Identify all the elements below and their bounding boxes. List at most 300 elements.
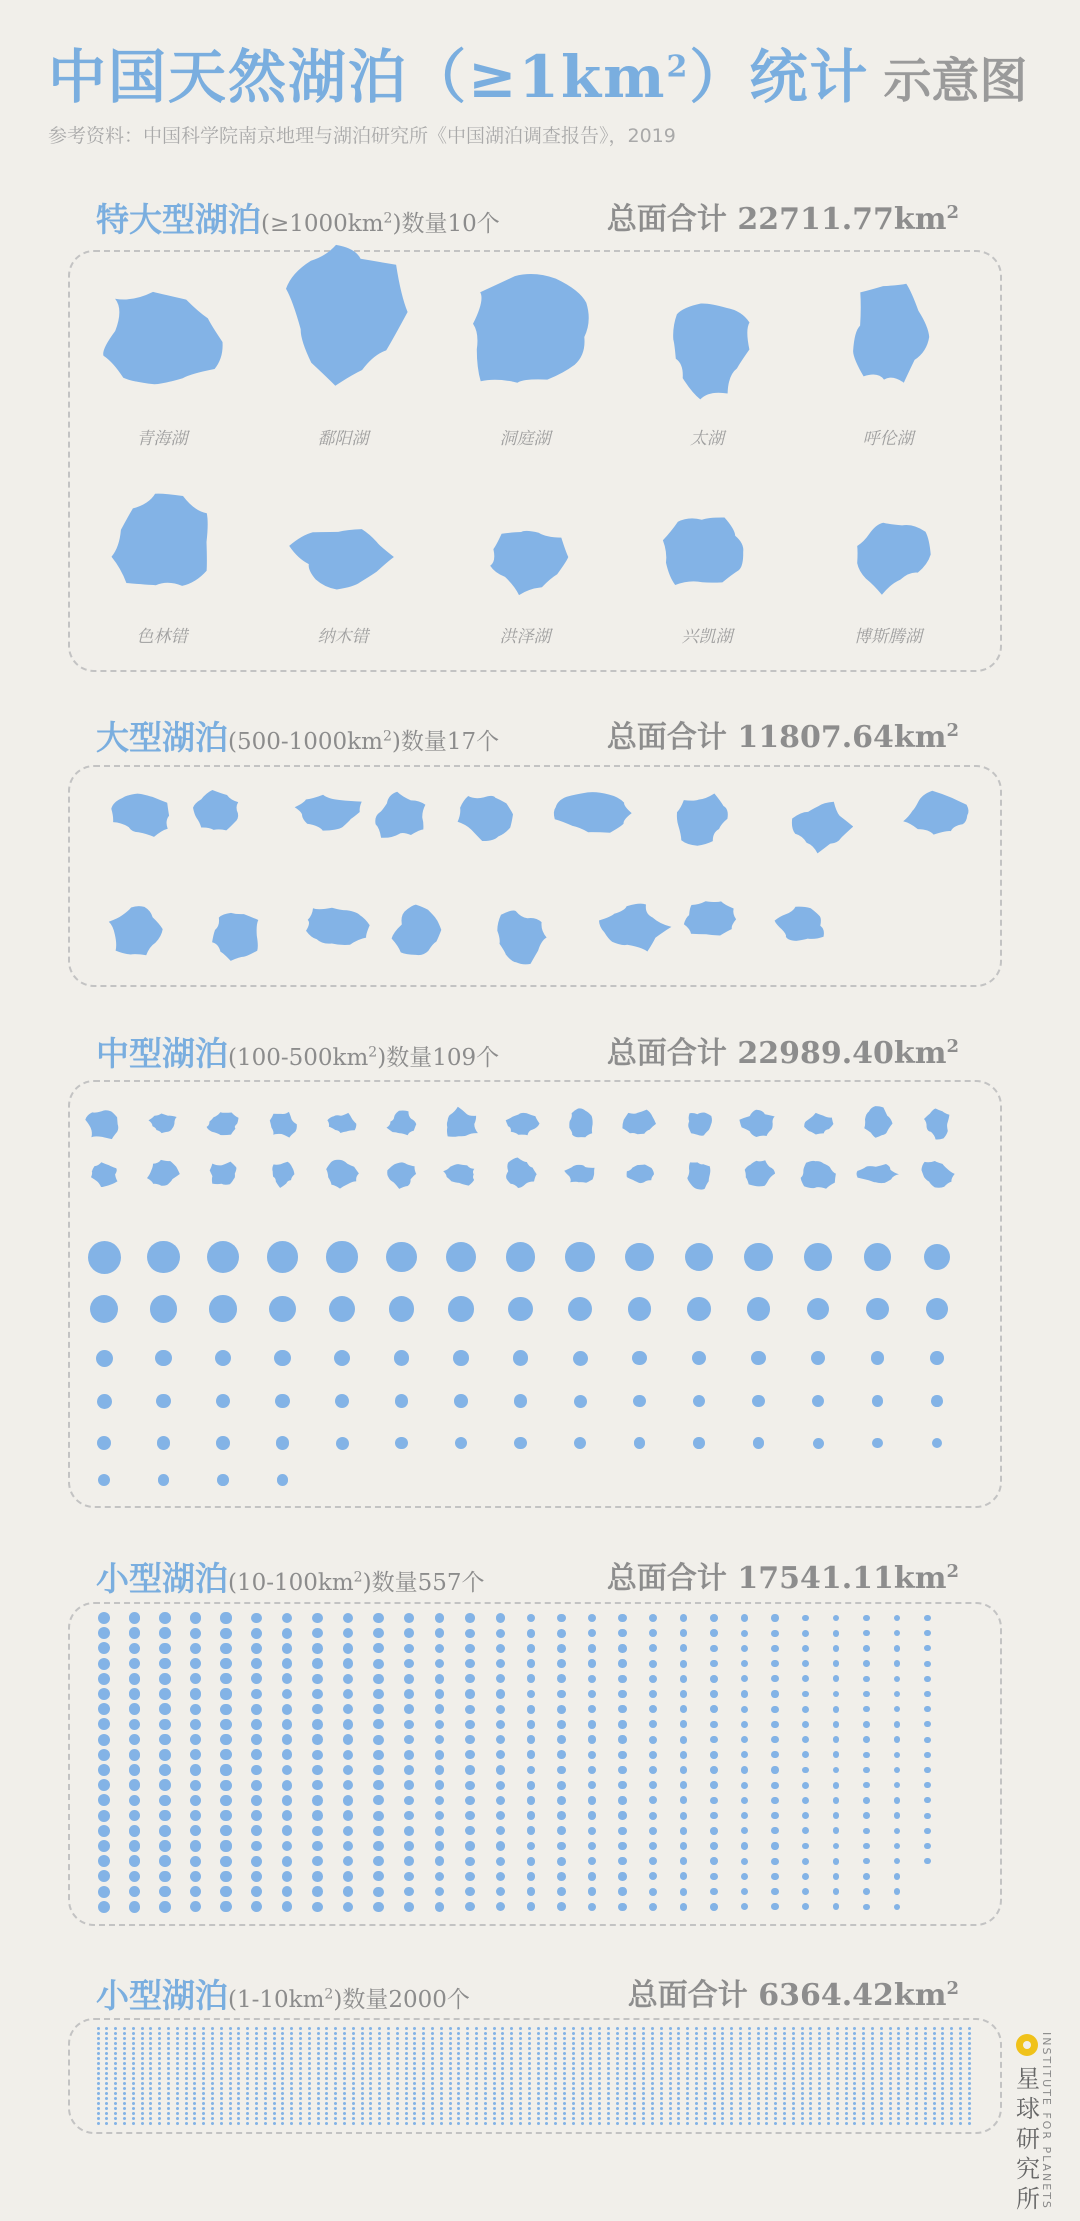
tiny-lake-260 bbox=[616, 2037, 619, 2040]
small-lake-236 bbox=[435, 1841, 445, 1851]
tiny-lake-856 bbox=[581, 2067, 584, 2070]
medium-lake-107 bbox=[158, 1474, 170, 1486]
tiny-lake-527 bbox=[325, 2052, 328, 2055]
tiny-lake-922 bbox=[281, 2072, 284, 2075]
tiny-lake-785 bbox=[836, 2062, 839, 2065]
small-lake-265 bbox=[496, 1674, 505, 1683]
tiny-lake-1364 bbox=[651, 2092, 654, 2095]
small-lake-82 bbox=[220, 1628, 231, 1639]
tiny-lake-1995 bbox=[924, 2122, 927, 2125]
small-lake-306 bbox=[557, 1690, 566, 1699]
medium-lake-99 bbox=[574, 1437, 586, 1449]
tiny-lake-1542 bbox=[457, 2102, 460, 2105]
tiny-lake-843 bbox=[466, 2067, 469, 2070]
small-lake-219 bbox=[404, 1887, 414, 1897]
tiny-lake-318 bbox=[246, 2042, 249, 2045]
tiny-lake-235 bbox=[396, 2037, 399, 2040]
tiny-lake-802 bbox=[105, 2067, 108, 2070]
tiny-lake-707 bbox=[149, 2062, 152, 2065]
tiny-lake-722 bbox=[281, 2062, 284, 2065]
tiny-lake-651 bbox=[537, 2057, 540, 2060]
small-lake-305 bbox=[557, 1674, 566, 1683]
tiny-lake-427 bbox=[325, 2047, 328, 2050]
medium-lake-12 bbox=[737, 1108, 781, 1140]
tiny-lake-1685 bbox=[836, 2107, 839, 2110]
tiny-lake-405 bbox=[132, 2047, 135, 2050]
medium-lake-20 bbox=[325, 1158, 360, 1189]
tiny-lake-1482 bbox=[809, 2097, 812, 2100]
tiny-lake-307 bbox=[149, 2042, 152, 2045]
small-lake-300 bbox=[527, 1902, 536, 1911]
tiny-lake-568 bbox=[686, 2052, 689, 2055]
tiny-lake-1169 bbox=[695, 2082, 698, 2085]
tiny-lake-1765 bbox=[660, 2112, 663, 2115]
tiny-lake-136 bbox=[405, 2032, 408, 2035]
tiny-lake-1975 bbox=[748, 2122, 751, 2125]
tiny-lake-91 bbox=[889, 2027, 892, 2030]
tiny-lake-183 bbox=[818, 2032, 821, 2035]
small-lake-13 bbox=[98, 1794, 110, 1806]
tiny-lake-417 bbox=[237, 2047, 240, 2050]
small-lake-21 bbox=[129, 1612, 141, 1624]
tiny-lake-1036 bbox=[405, 2077, 408, 2080]
tiny-lake-576 bbox=[757, 2052, 760, 2055]
tiny-lake-1260 bbox=[616, 2087, 619, 2090]
tiny-lake-713 bbox=[202, 2062, 205, 2065]
tiny-lake-1806 bbox=[141, 2117, 144, 2120]
tiny-lake-1668 bbox=[686, 2107, 689, 2110]
tiny-lake-1325 bbox=[308, 2092, 311, 2095]
tiny-lake-1098 bbox=[950, 2077, 953, 2080]
tiny-lake-1302 bbox=[105, 2092, 108, 2095]
tiny-lake-1134 bbox=[387, 2082, 390, 2085]
tiny-lake-1605 bbox=[132, 2107, 135, 2110]
small-lake-478 bbox=[802, 1873, 809, 1880]
tiny-lake-1030 bbox=[352, 2077, 355, 2080]
tiny-lake-1031 bbox=[361, 2077, 364, 2080]
small-lake-70 bbox=[190, 1749, 201, 1760]
tiny-lake-1783 bbox=[818, 2112, 821, 2115]
large-lake-4-shape bbox=[375, 792, 425, 838]
tiny-lake-653 bbox=[554, 2057, 557, 2060]
tiny-lake-1080 bbox=[792, 2077, 795, 2080]
tiny-lake-1941 bbox=[449, 2122, 452, 2125]
small-lake-252 bbox=[465, 1781, 474, 1790]
medium-lake-98 bbox=[514, 1437, 526, 1449]
tiny-lake-1856 bbox=[581, 2117, 584, 2120]
tiny-lake-295 bbox=[924, 2037, 927, 2040]
small-lake-11 bbox=[98, 1764, 110, 1776]
tiny-lake-186 bbox=[845, 2032, 848, 2035]
tiny-lake-1311 bbox=[185, 2092, 188, 2095]
tiny-lake-1735 bbox=[396, 2112, 399, 2115]
tiny-lake-902 bbox=[105, 2072, 108, 2075]
tiny-lake-1924 bbox=[299, 2122, 302, 2125]
tiny-lake-1887 bbox=[853, 2117, 856, 2120]
small-lake-317 bbox=[557, 1857, 566, 1866]
small-lake-527 bbox=[894, 1706, 900, 1712]
tiny-lake-403 bbox=[114, 2047, 117, 2050]
tiny-lake-766 bbox=[669, 2062, 672, 2065]
tiny-lake-345 bbox=[484, 2042, 487, 2045]
tiny-lake-840 bbox=[440, 2067, 443, 2070]
tiny-lake-1200 bbox=[968, 2082, 971, 2085]
tiny-lake-1935 bbox=[396, 2122, 399, 2125]
small-lake-49 bbox=[159, 1734, 171, 1746]
small-lake-496 bbox=[833, 1843, 840, 1850]
medium-lake-57 bbox=[747, 1297, 770, 1320]
small-lake-477 bbox=[802, 1858, 809, 1865]
tiny-lake-630 bbox=[352, 2057, 355, 2060]
small-lake-238 bbox=[435, 1872, 445, 1882]
large-lake-7 bbox=[670, 790, 733, 848]
tiny-lake-1749 bbox=[519, 2112, 522, 2115]
tiny-lake-860 bbox=[616, 2067, 619, 2070]
tiny-lake-1363 bbox=[642, 2092, 645, 2095]
tiny-lake-313 bbox=[202, 2042, 205, 2045]
small-lake-114 bbox=[251, 1810, 262, 1821]
tiny-lake-734 bbox=[387, 2062, 390, 2065]
medium-lake-5 bbox=[326, 1111, 358, 1137]
tiny-lake-11 bbox=[185, 2027, 188, 2030]
tiny-lake-663 bbox=[642, 2057, 645, 2060]
tiny-lake-1411 bbox=[185, 2097, 188, 2100]
tiny-lake-481 bbox=[801, 2047, 804, 2050]
small-lake-246 bbox=[465, 1689, 474, 1698]
tiny-lake-174 bbox=[739, 2032, 742, 2035]
small-lake-268 bbox=[496, 1720, 505, 1729]
small-lake-424 bbox=[741, 1660, 748, 1667]
tiny-lake-1263 bbox=[642, 2087, 645, 2090]
tiny-lake-618 bbox=[246, 2057, 249, 2060]
small-lake-237 bbox=[435, 1856, 445, 1866]
small-lake-346 bbox=[618, 1690, 626, 1698]
tiny-lake-16 bbox=[229, 2027, 232, 2030]
small-lake-506 bbox=[863, 1691, 870, 1698]
tiny-lake-423 bbox=[290, 2047, 293, 2050]
small-lake-65 bbox=[190, 1673, 201, 1684]
tiny-lake-946 bbox=[493, 2072, 496, 2075]
tiny-lake-154 bbox=[563, 2032, 566, 2035]
medium-lake-3 bbox=[202, 1111, 244, 1137]
small-lake-212 bbox=[404, 1780, 414, 1790]
small-lake-41 bbox=[159, 1612, 171, 1624]
tiny-lake-799 bbox=[959, 2062, 962, 2065]
tiny-lake-1698 bbox=[950, 2107, 953, 2110]
tiny-lake-985 bbox=[836, 2072, 839, 2075]
tiny-lake-1220 bbox=[264, 2087, 267, 2090]
tiny-lake-544 bbox=[475, 2052, 478, 2055]
small-lake-446 bbox=[771, 1690, 778, 1697]
small-lake-169 bbox=[343, 1734, 353, 1744]
small-lake-257 bbox=[465, 1857, 474, 1866]
tiny-lake-522 bbox=[281, 2052, 284, 2055]
tiny-lake-1414 bbox=[211, 2097, 214, 2100]
tiny-lake-1893 bbox=[906, 2117, 909, 2120]
small-lake-354 bbox=[618, 1811, 626, 1819]
tiny-lake-311 bbox=[185, 2042, 188, 2045]
small-lake-52 bbox=[159, 1779, 171, 1791]
tiny-lake-913 bbox=[202, 2072, 205, 2075]
section-total-1 bbox=[607, 194, 959, 238]
small-lake-153 bbox=[312, 1795, 322, 1805]
small-lake-86 bbox=[220, 1688, 231, 1699]
tiny-lake-346 bbox=[493, 2042, 496, 2045]
tiny-lake-1881 bbox=[801, 2117, 804, 2120]
tiny-lake-1875 bbox=[748, 2117, 751, 2120]
tiny-lake-635 bbox=[396, 2057, 399, 2060]
tiny-lake-1412 bbox=[193, 2097, 196, 2100]
tiny-lake-892 bbox=[897, 2067, 900, 2070]
small-lake-190 bbox=[373, 1750, 383, 1760]
tiny-lake-1175 bbox=[748, 2082, 751, 2085]
tiny-lake-1962 bbox=[633, 2122, 636, 2125]
tiny-lake-1474 bbox=[739, 2097, 742, 2100]
tiny-lake-1439 bbox=[431, 2097, 434, 2100]
tiny-lake-1143 bbox=[466, 2082, 469, 2085]
tiny-lake-41 bbox=[449, 2027, 452, 2030]
small-lake-322 bbox=[588, 1629, 596, 1637]
tiny-lake-1428 bbox=[334, 2097, 337, 2100]
tiny-lake-425 bbox=[308, 2047, 311, 2050]
tiny-lake-1510 bbox=[176, 2102, 179, 2105]
tiny-lake-1207 bbox=[149, 2087, 152, 2090]
small-lake-329 bbox=[588, 1735, 596, 1743]
tiny-lake-479 bbox=[783, 2047, 786, 2050]
tiny-lake-1441 bbox=[449, 2097, 452, 2100]
large-lake-4 bbox=[370, 791, 433, 844]
tiny-lake-1712 bbox=[193, 2112, 196, 2115]
tiny-lake-280 bbox=[792, 2037, 795, 2040]
tiny-lake-1483 bbox=[818, 2097, 821, 2100]
tiny-lake-1346 bbox=[493, 2092, 496, 2095]
tiny-lake-757 bbox=[589, 2062, 592, 2065]
medium-lake-54 bbox=[568, 1297, 592, 1321]
small-lake-48 bbox=[159, 1719, 171, 1731]
medium-lake-41 bbox=[685, 1243, 714, 1272]
tiny-lake-28 bbox=[334, 2027, 337, 2030]
tiny-lake-1678 bbox=[774, 2107, 777, 2110]
tiny-lake-1487 bbox=[853, 2097, 856, 2100]
tiny-lake-709 bbox=[167, 2062, 170, 2065]
medium-lake-92 bbox=[157, 1436, 171, 1450]
tiny-lake-1078 bbox=[774, 2077, 777, 2080]
tiny-lake-352 bbox=[545, 2042, 548, 2045]
tiny-lake-204 bbox=[123, 2037, 126, 2040]
tiny-lake-883 bbox=[818, 2067, 821, 2070]
tiny-lake-1179 bbox=[783, 2082, 786, 2085]
tiny-lake-324 bbox=[299, 2042, 302, 2045]
tiny-lake-290 bbox=[880, 2037, 883, 2040]
tiny-lake-1773 bbox=[730, 2112, 733, 2115]
small-lake-324 bbox=[588, 1659, 596, 1667]
tiny-lake-1210 bbox=[176, 2087, 179, 2090]
tiny-lake-266 bbox=[669, 2037, 672, 2040]
tiny-lake-903 bbox=[114, 2072, 117, 2075]
tiny-lake-1222 bbox=[281, 2087, 284, 2090]
small-lake-335 bbox=[588, 1827, 596, 1835]
tiny-lake-303 bbox=[114, 2042, 117, 2045]
tiny-lake-95 bbox=[924, 2027, 927, 2030]
tiny-lake-1994 bbox=[915, 2122, 918, 2125]
tiny-lake-1513 bbox=[202, 2102, 205, 2105]
page-title bbox=[48, 30, 1027, 114]
tiny-lake-1214 bbox=[211, 2087, 214, 2090]
tiny-lake-1502 bbox=[105, 2102, 108, 2105]
tiny-lake-1011 bbox=[185, 2077, 188, 2080]
tiny-lake-1365 bbox=[660, 2092, 663, 2095]
large-lake-16 bbox=[680, 899, 739, 939]
tiny-lake-1666 bbox=[669, 2107, 672, 2110]
large-lake-12-shape bbox=[306, 908, 370, 945]
tiny-lake-705 bbox=[132, 2062, 135, 2065]
small-lake-35 bbox=[129, 1825, 141, 1837]
medium-lake-84 bbox=[574, 1395, 587, 1408]
tiny-lake-496 bbox=[933, 2047, 936, 2050]
tiny-lake-666 bbox=[669, 2057, 672, 2060]
tiny-lake-528 bbox=[334, 2052, 337, 2055]
tiny-lake-468 bbox=[686, 2047, 689, 2050]
tiny-lake-1915 bbox=[220, 2122, 223, 2125]
tiny-lake-292 bbox=[897, 2037, 900, 2040]
tiny-lake-1113 bbox=[202, 2082, 205, 2085]
tiny-lake-1544 bbox=[475, 2102, 478, 2105]
tiny-lake-1504 bbox=[123, 2102, 126, 2105]
tiny-lake-1577 bbox=[765, 2102, 768, 2105]
tiny-lake-148 bbox=[510, 2032, 513, 2035]
tiny-lake-1174 bbox=[739, 2082, 742, 2085]
tiny-lake-1824 bbox=[299, 2117, 302, 2120]
tiny-lake-15 bbox=[220, 2027, 223, 2030]
tiny-lake-1857 bbox=[589, 2117, 592, 2120]
medium-lake-9-shape bbox=[569, 1108, 592, 1137]
tiny-lake-1602 bbox=[105, 2107, 108, 2110]
small-lake-227 bbox=[435, 1704, 445, 1714]
medium-lake-71 bbox=[692, 1351, 707, 1366]
tiny-lake-939 bbox=[431, 2072, 434, 2075]
small-lake-504 bbox=[863, 1660, 870, 1667]
tiny-lake-800 bbox=[968, 2062, 971, 2065]
tiny-lake-738 bbox=[422, 2062, 425, 2065]
small-lake-330 bbox=[588, 1751, 596, 1759]
tiny-lake-712 bbox=[193, 2062, 196, 2065]
tiny-lake-1373 bbox=[730, 2092, 733, 2095]
section-name: 中型湖泊 bbox=[96, 1034, 228, 1073]
tiny-lake-1063 bbox=[642, 2077, 645, 2080]
tiny-lake-14 bbox=[211, 2027, 214, 2030]
tiny-lake-1705 bbox=[132, 2112, 135, 2115]
small-lake-45 bbox=[159, 1673, 171, 1685]
tiny-lake-123 bbox=[290, 2032, 293, 2035]
medium-lake-80 bbox=[335, 1394, 349, 1408]
medium-lake-53 bbox=[508, 1297, 533, 1322]
tiny-lake-1822 bbox=[281, 2117, 284, 2120]
tiny-lake-758 bbox=[598, 2062, 601, 2065]
tiny-lake-1564 bbox=[651, 2102, 654, 2105]
tiny-lake-1187 bbox=[853, 2082, 856, 2085]
tiny-lake-626 bbox=[317, 2057, 320, 2060]
small-lake-43 bbox=[159, 1643, 171, 1655]
tiny-lake-574 bbox=[739, 2052, 742, 2055]
tiny-lake-1347 bbox=[501, 2092, 504, 2095]
tiny-lake-563 bbox=[642, 2052, 645, 2055]
small-lake-545 bbox=[924, 1676, 930, 1682]
small-lake-469 bbox=[802, 1736, 809, 1743]
small-lake-37 bbox=[129, 1855, 141, 1867]
tiny-lake-1180 bbox=[792, 2082, 795, 2085]
tiny-lake-1760 bbox=[616, 2112, 619, 2115]
small-lake-474 bbox=[802, 1812, 809, 1819]
tiny-lake-1879 bbox=[783, 2117, 786, 2120]
medium-lake-24-shape bbox=[564, 1165, 594, 1183]
small-lake-542 bbox=[924, 1630, 930, 1636]
small-lake-519 bbox=[863, 1888, 870, 1895]
tiny-lake-361 bbox=[625, 2042, 628, 2045]
tiny-lake-1570 bbox=[704, 2102, 707, 2105]
tiny-lake-138 bbox=[422, 2032, 425, 2035]
large-lake-11 bbox=[205, 906, 263, 965]
tiny-lake-1507 bbox=[149, 2102, 152, 2105]
small-lake-256 bbox=[465, 1841, 474, 1850]
medium-lake-7-shape bbox=[447, 1107, 478, 1137]
tiny-lake-356 bbox=[581, 2042, 584, 2045]
tiny-lake-1831 bbox=[361, 2117, 364, 2120]
tiny-lake-1463 bbox=[642, 2097, 645, 2100]
tiny-lake-1925 bbox=[308, 2122, 311, 2125]
small-lake-160 bbox=[312, 1902, 322, 1912]
tiny-lake-1226 bbox=[317, 2087, 320, 2090]
tiny-lake-1164 bbox=[651, 2082, 654, 2085]
tiny-lake-845 bbox=[484, 2067, 487, 2070]
tiny-lake-1795 bbox=[924, 2112, 927, 2115]
tiny-lake-1689 bbox=[871, 2107, 874, 2110]
tiny-lake-420 bbox=[264, 2047, 267, 2050]
small-lake-455 bbox=[771, 1827, 778, 1834]
small-lake-376 bbox=[649, 1842, 657, 1850]
medium-lake-3-shape bbox=[207, 1112, 239, 1135]
tiny-lake-966 bbox=[669, 2072, 672, 2075]
tiny-lake-451 bbox=[537, 2047, 540, 2050]
tiny-lake-557 bbox=[589, 2052, 592, 2055]
tiny-lake-774 bbox=[739, 2062, 742, 2065]
small-lake-488 bbox=[833, 1721, 840, 1728]
tiny-lake-596 bbox=[933, 2052, 936, 2055]
tiny-lake-924 bbox=[299, 2072, 302, 2075]
tiny-lake-1673 bbox=[730, 2107, 733, 2110]
tiny-lake-338 bbox=[422, 2042, 425, 2045]
tiny-lake-595 bbox=[924, 2052, 927, 2055]
tiny-lake-1261 bbox=[625, 2087, 628, 2090]
small-lake-1 bbox=[98, 1612, 110, 1624]
small-lake-292 bbox=[527, 1781, 536, 1790]
small-lake-241 bbox=[465, 1613, 474, 1622]
small-lake-255 bbox=[465, 1826, 474, 1835]
small-lake-328 bbox=[588, 1720, 596, 1728]
tiny-lake-1295 bbox=[924, 2087, 927, 2090]
tiny-lake-1971 bbox=[713, 2122, 716, 2125]
small-lake-366 bbox=[649, 1690, 657, 1698]
medium-lake-83 bbox=[514, 1394, 527, 1407]
tiny-lake-1938 bbox=[422, 2122, 425, 2125]
medium-lake-72 bbox=[751, 1351, 765, 1365]
tiny-lake-1007 bbox=[149, 2077, 152, 2080]
tiny-lake-1498 bbox=[950, 2097, 953, 2100]
small-lake-50 bbox=[159, 1749, 171, 1761]
tiny-lake-1279 bbox=[783, 2087, 786, 2090]
tiny-lake-1709 bbox=[167, 2112, 170, 2115]
tiny-lake-1247 bbox=[501, 2087, 504, 2090]
tiny-lake-1084 bbox=[827, 2077, 830, 2080]
